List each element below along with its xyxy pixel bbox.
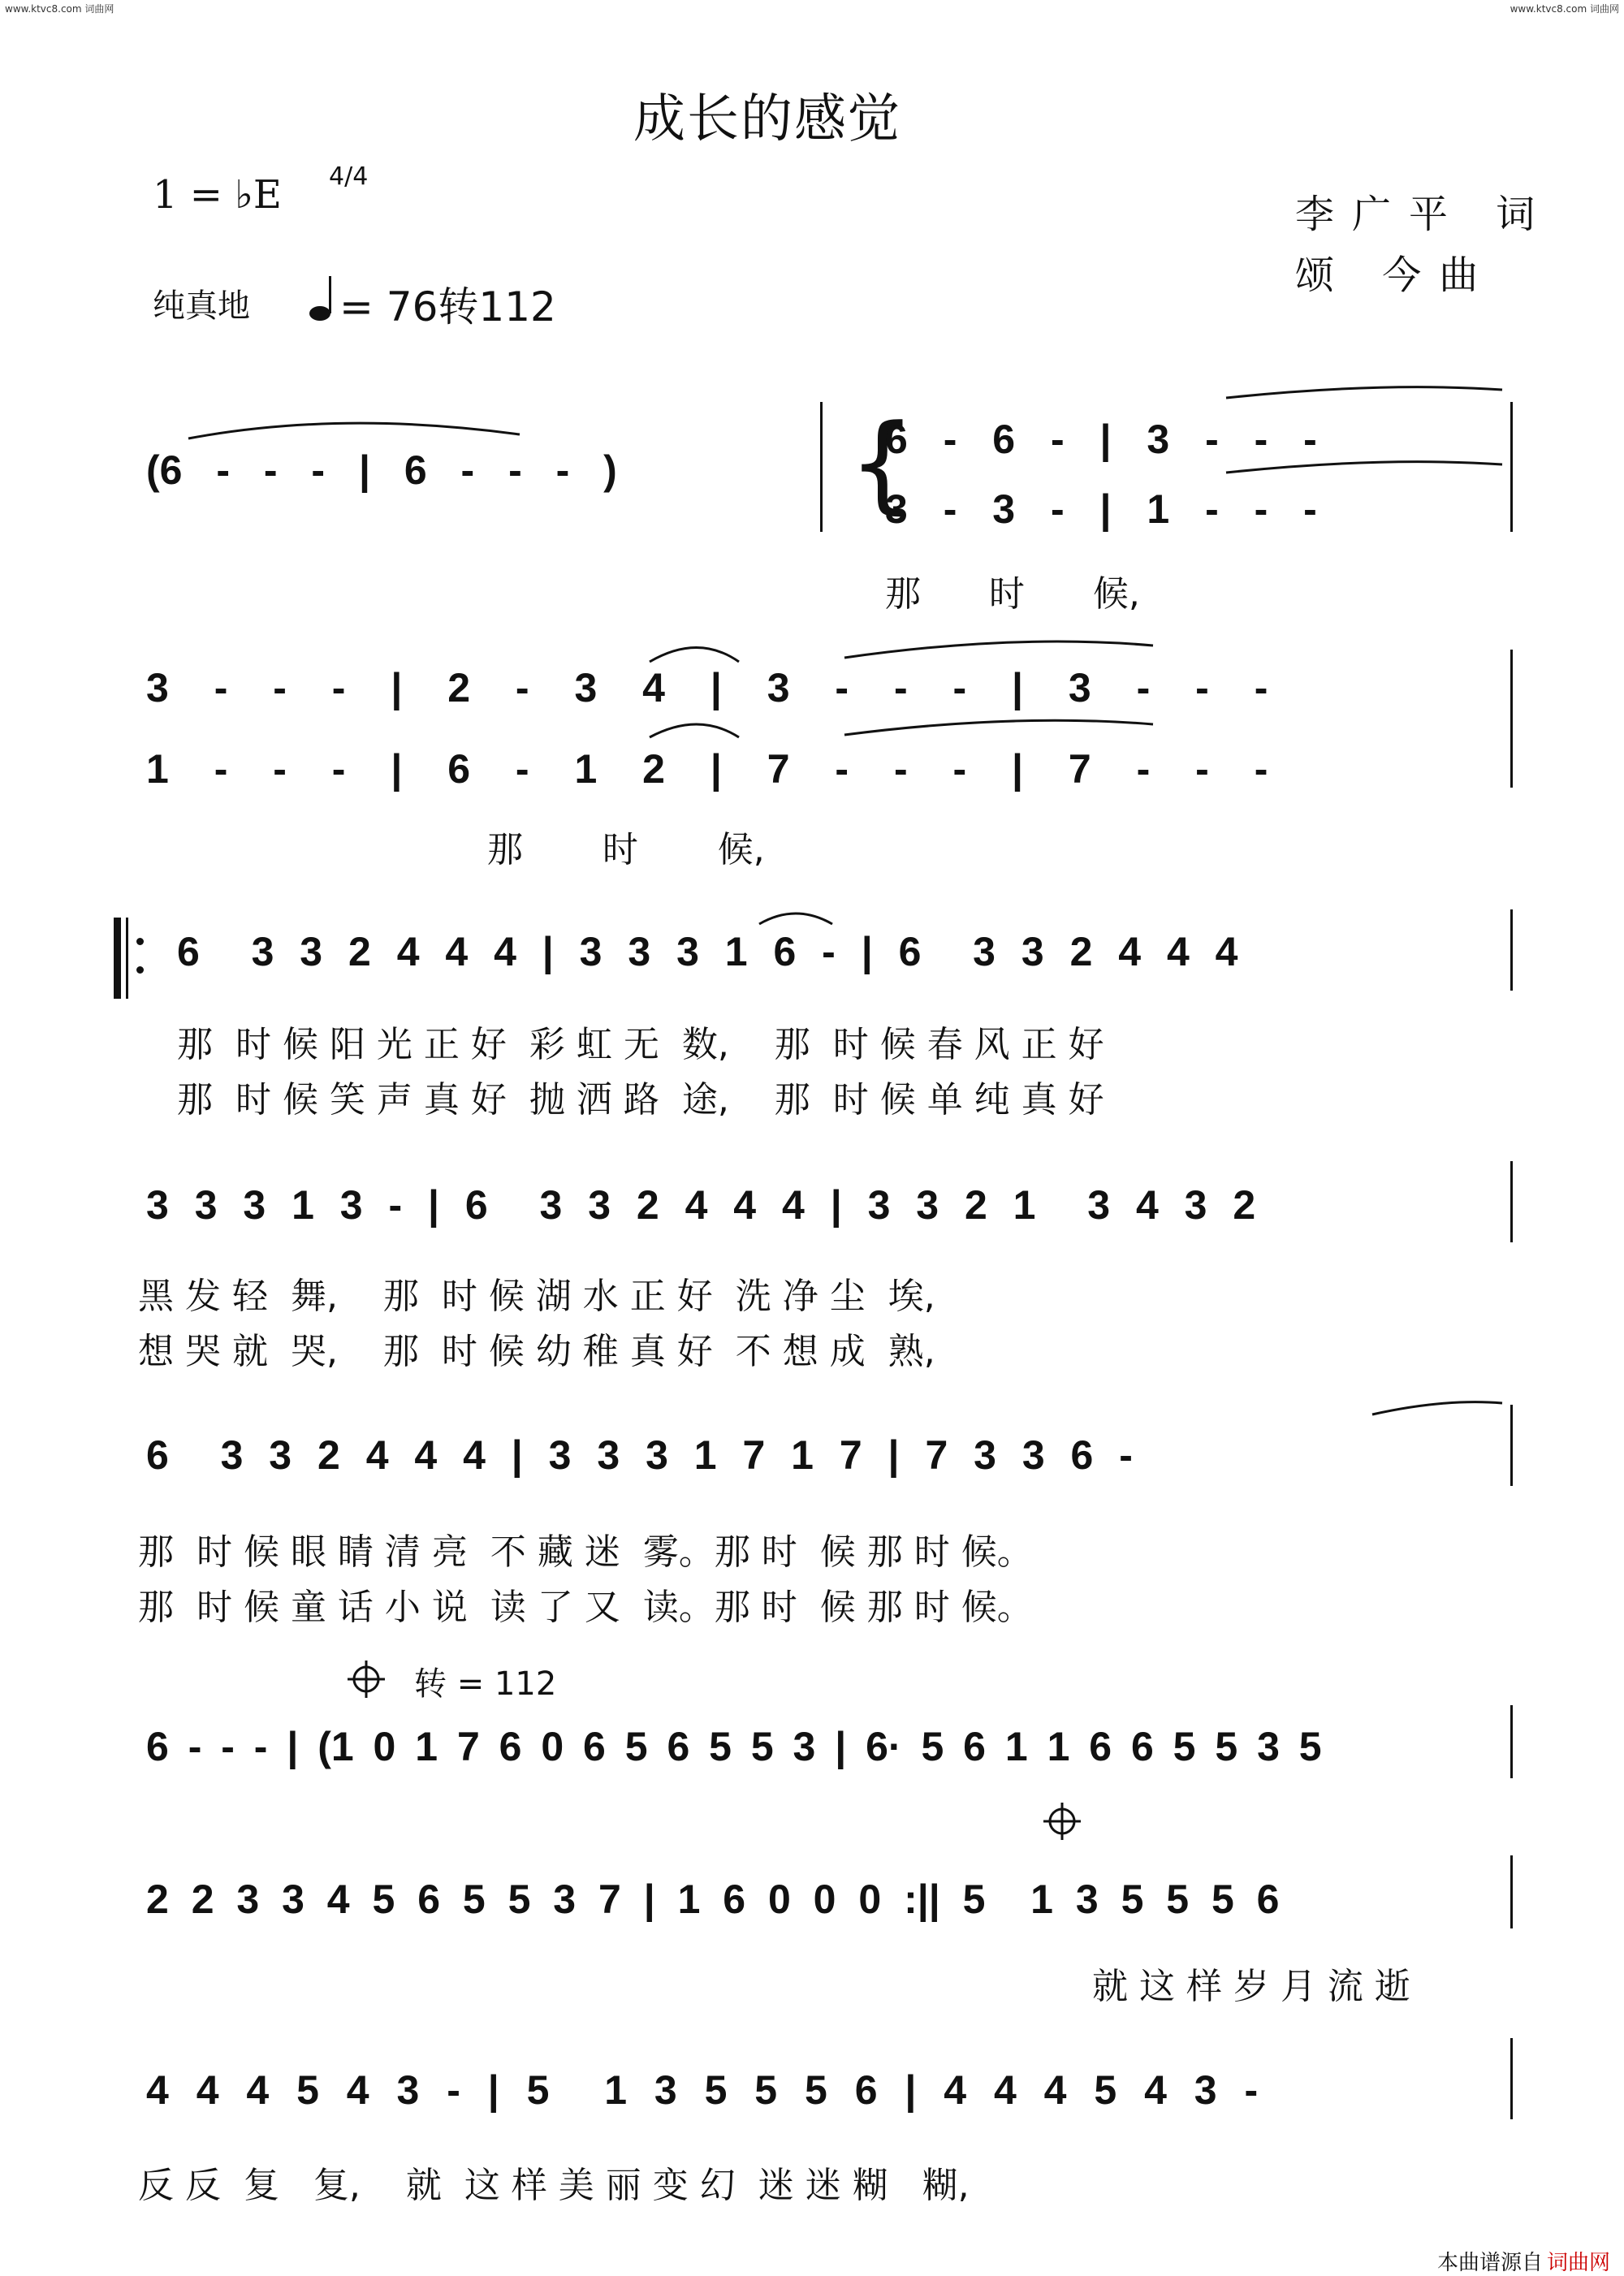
melody-notes: 4 4 4 5 4 3 - | 5 1 3 5 5 5 6 | 4 4 4 5 4 3 - <box>146 2067 1259 2113</box>
melody-notes: 3 3 3 1 3 - | 6 3 3 2 4 4 4 | 3 3 2 1 3 4 3 2 <box>146 1182 1256 1228</box>
lyric-line: 那 时 候, <box>885 573 1140 615</box>
melody-notes: 2 2 3 3 4 5 6 5 5 3 7 | 1 6 0 0 0 :|| 5 1 3 5 5 5 6 <box>146 1877 1280 1922</box>
composer-credit: 颂 今曲 <box>1295 253 1497 298</box>
lyric-verse-1: 黑 发 轻 舞, 那 时 候 湖 水 正 好 洗 净 尘 埃, <box>138 1276 935 1317</box>
tempo-change: 转 = 112 <box>414 1665 557 1703</box>
lyric-verse-1: 那 时 候 眼 睛 清 亮 不 藏 迷 雾。那 时 候 那 时 候。 <box>138 1531 1033 1573</box>
upper-voice-notes: 3 - - - | 2 - 3 4 | 3 - - - | 3 - - - <box>146 665 1268 710</box>
brace-icon: { <box>849 401 916 525</box>
melody-notes: 6 - - - | (1 0 1 7 6 0 6 5 6 5 5 3 | 6· 5 6 1 1 6 6 5 5 3 5 <box>146 1724 1322 1769</box>
key-signature: 1 = ♭E <box>153 172 282 218</box>
lyric-verse-2: 那 时 候 笑 声 真 好 抛 洒 路 途, 那 时 候 单 纯 真 好 <box>177 1079 1104 1121</box>
lyric-verse-1: 那 时 候 阳 光 正 好 彩 虹 无 数, 那 时 候 春 风 正 好 <box>177 1024 1104 1065</box>
lower-voice-notes: 3 - 3 - | 1 - - - <box>885 486 1317 532</box>
expression-marking: 纯真地 <box>153 287 250 325</box>
lyricist-credit: 李广平 词 <box>1295 192 1553 237</box>
intro-notes: (6 - - - | 6 - - - ) <box>146 447 617 493</box>
footer-brand[interactable]: 词曲网 <box>1547 2251 1611 2275</box>
lyric-line: 反 反 复 复, 就 这 样 美 丽 变 幻 迷 迷 糊 糊, <box>138 2165 970 2206</box>
lyric-verse-2: 想 哭 就 哭, 那 时 候 幼 稚 真 好 不 想 成 熟, <box>138 1331 935 1372</box>
melody-notes: 6 3 3 2 4 4 4 | 3 3 3 1 7 1 7 | 7 3 3 6 - <box>146 1432 1133 1478</box>
time-signature: 4/4 <box>329 162 369 191</box>
footer-source: 本曲谱源自 <box>1437 2251 1544 2275</box>
lyric-verse-2: 那 时 候 童 话 小 说 读 了 又 读。那 时 候 那 时 候。 <box>138 1587 1033 1628</box>
lower-voice-notes: 1 - - - | 6 - 1 2 | 7 - - - | 7 - - - <box>146 746 1268 792</box>
upper-voice-notes: 6 - 6 - | 3 - - - <box>885 417 1317 462</box>
lyric-line: 那 时 候, <box>487 829 765 870</box>
site-watermark-right: www.ktvc8.com 词曲网 <box>1510 3 1619 15</box>
melody-notes: 6 3 3 2 4 4 4 | 3 3 3 1 6 - | 6 3 3 2 4 4 4 <box>177 929 1238 974</box>
tempo-marking: = 76转112 <box>339 283 556 330</box>
lyric-line: 就 这 样 岁 月 流 逝 <box>1092 1966 1410 2007</box>
song-title: 成长的感觉 <box>633 89 901 149</box>
site-watermark-left: www.ktvc8.com 词曲网 <box>5 3 114 15</box>
